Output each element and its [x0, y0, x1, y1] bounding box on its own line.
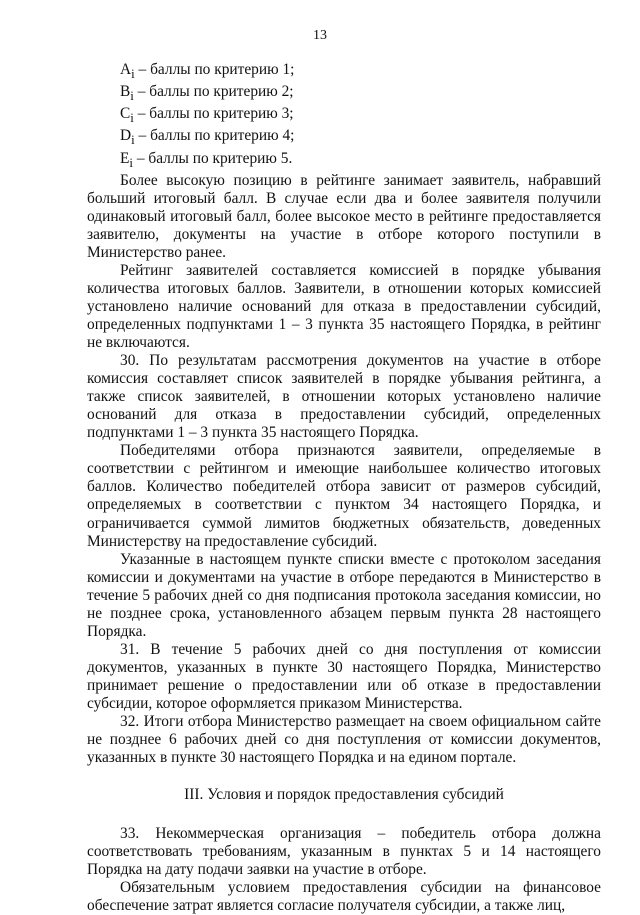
paragraph-33: 33. Некоммерческая организация – победитель отбора должна соответствовать требованиям, указанным в пунктах 5 и 14 настоящего Порядка на дату подачи заявки на участие в отборе.: [87, 825, 601, 879]
criterion-3: $C_i$ – баллы по критерию 3;: [120, 105, 294, 126]
criterion-4: $D_i$ – баллы по критерию 4;: [120, 127, 295, 148]
section-heading: III. Условия и порядок предоставления субсидий: [184, 786, 504, 804]
criterion-5: $E_i$ – баллы по критерию 5.: [120, 149, 293, 170]
paragraph-mandatory-condition: Обязательным условием предоставления субсидии на финансовое обеспечение затрат является согласие получателя субсидии, а также лиц,: [87, 879, 601, 915]
page-number: 13: [313, 28, 327, 43]
paragraph-32: 32. Итоги отбора Министерство размещает на своем официальном сайте не позднее 6 рабочих дней со дня поступления от комиссии документов, указанных в пункте 30 настоящего Порядка и на едином портале.: [87, 713, 601, 767]
paragraph-rating-order: Рейтинг заявителей составляется комиссией в порядке убывания количества итоговых баллов. Заявители, в отношении которых комиссией установлено наличие оснований для отказа в предоставлении субсидий, определенных подпунктами 1 – 3 пункта 35 настоящего Порядка, в рейтинг не включаются.: [87, 261, 601, 352]
criterion-1: $A_i$ – баллы по критерию 1;: [120, 61, 295, 82]
document-body: [87, 61, 601, 915]
criterion-2: $B_i$ – баллы по критерию 2;: [120, 83, 294, 104]
paragraph-31: 31. В течение 5 рабочих дней со дня поступления от комиссии документов, указанных в пункте 30 настоящего Порядка, Министерство принимает решение о предоставлении или об отказе в предоставлении субсидии, которое оформляется приказом Министерства.: [87, 640, 601, 712]
criteria-list: [87, 61, 601, 172]
paragraph-winners: Победителями отбора признаются заявители, определяемые в соответствии с рейтингом и имеющие наибольшее количество итоговых баллов. Количество победителей отбора зависит от размеров субсидий, определяемых в соответствии с пунктом 34 настоящего Порядка, и ограничивается суммой лимитов бюджетных обязательств, доведенных Министерству на предоставление субсидий.: [87, 442, 601, 550]
paragraph-30: 30. По результатам рассмотрения документов на участие в отборе комиссия составляет список заявителей в порядке убывания рейтинга, а также список заявителей, в отношении которых установлено наличие оснований для отказа в предоставлении субсидий, определенных подпунктами 1 – 3 пункта 35 настоящего Порядка.: [87, 352, 601, 442]
paragraph-rating-priority: Более высокую позицию в рейтинге занимает заявитель, набравший больший итоговый балл. В случае если два и более заявителя получили одинаковый итоговый балл, более высокое место в рейтинге предоставляется заявителю, документы на участие в отборе которого поступили в Министерство ранее.: [87, 171, 601, 261]
paragraph-lists-transfer: Указанные в настоящем пункте списки вместе с протоколом заседания комиссии и документами на участие в отборе передаются в Министерство в течение 5 рабочих дней со дня подписания протокола заседания комиссии, но не позднее срока, установленного абзацем первым пункта 28 настоящего Порядка.: [87, 550, 601, 640]
